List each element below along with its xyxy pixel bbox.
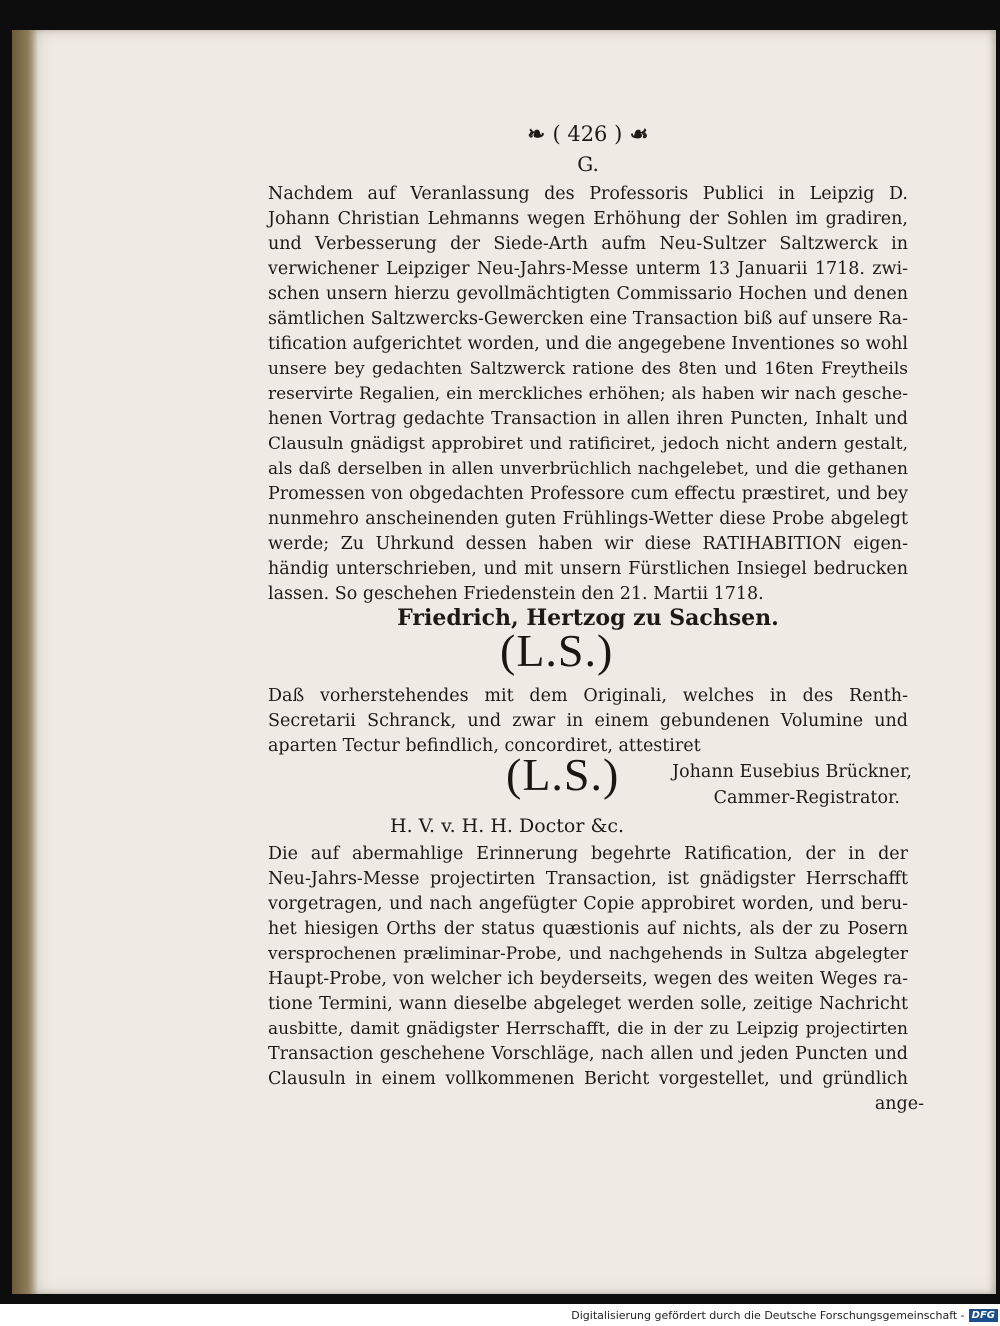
text-line: und Verbesserung der Siede-Arth aufm Neu-Sultzer Saltzwerck in <box>268 234 908 254</box>
dfg-logo: DFG <box>969 1309 998 1322</box>
text-line: henen Vortrag gedachte Transaction in allen ihren Puncten, Inhalt und <box>268 409 908 429</box>
left-ornament-icon: ❧ <box>527 121 553 146</box>
text-line: sämtlichen Saltzwercks-Gewercken eine Transaction biß auf unsere Ra- <box>268 309 908 329</box>
section-letter: G. <box>577 152 599 176</box>
text-line: Nachdem auf Veranlassung des Professoris Publici in Leipzig D. <box>268 184 908 204</box>
text-line: Clausuln gnädigst approbiret und ratificiret, jedoch nicht andern gestalt, <box>268 434 908 454</box>
text-line: het hiesigen Orths der status quæstionis auf nichts, als der zu Posern <box>268 919 908 939</box>
ducal-signature: Friedrich, Hertzog zu Sachsen. <box>397 605 779 631</box>
seal-mark: (L.S.) <box>506 749 620 800</box>
text-line: Die auf abermahlige Erinnerung begehrte Ratification, der in der <box>268 844 908 864</box>
text-line: Haupt-Probe, von welcher ich beyderseits, wegen des weiten Weges ra- <box>268 969 908 989</box>
text-line: reservirte Regalien, ein merckliches erhöhen; als haben wir nach gesche- <box>268 384 908 404</box>
page-header <box>268 122 908 146</box>
text-line: versprochenen præliminar-Probe, und nachgehends in Sultza abgelegter <box>268 944 908 964</box>
text-line: vorgetragen, und nach angefügter Copie approbiret worden, und beru- <box>268 894 908 914</box>
text-line: aparten Tectur befindlich, concordiret, attestiret <box>268 736 701 756</box>
text-line: als daß derselben in allen unverbrüchlich nachgelebet, und die gethanen <box>268 459 908 479</box>
text-line: tione Termini, wann dieselbe abgeleget werden solle, zeitige Nachricht <box>268 994 908 1014</box>
right-ornament-icon: ☙ <box>622 121 649 146</box>
text-line: schen unsern hierzu gevollmächtigten Commissario Hochen und denen <box>268 284 908 304</box>
text-line: händig unterschrieben, und mit unsern Fürstlichen Insiegel bedrucken <box>268 559 908 579</box>
text-line: Secretarii Schranck, und zwar in einem gebundenen Volumine und <box>268 711 908 731</box>
text-line: Transaction geschehene Vorschläge, nach allen und jeden Puncten und <box>268 1044 908 1064</box>
text-line: ausbitte, damit gnädigster Herrschafft, die in der zu Leipzig projectirten <box>268 1019 908 1039</box>
text-line: Promessen von obgedachten Professore cum effectu præstiret, und bey <box>268 484 908 504</box>
text-line: Neu-Jahrs-Messe projectirten Transaction, ist gnädigster Herrschafft <box>268 869 908 889</box>
text-line: Clausuln in einem vollkommenen Bericht vorgestellet, und gründlich <box>268 1069 908 1089</box>
catchword: ange- <box>874 1094 924 1114</box>
notary-name: Johann Eusebius Brückner, <box>672 762 912 782</box>
text-line: verwichener Leipziger Neu-Jahrs-Messe unterm 13 Januarii 1718. zwi- <box>268 259 908 279</box>
page-gutter <box>12 30 38 1294</box>
text-line: unsere bey gedachten Saltzwerck ratione des 8ten und 16ten Freytheils <box>268 359 908 379</box>
footer-text: Digitalisierung gefördert durch die Deutsche Forschungsgemeinschaft - <box>571 1309 965 1322</box>
text-line: Daß vorherstehendes mit dem Originali, welches in des Renth- <box>268 686 908 706</box>
text-line: werde; Zu Uhrkund dessen haben wir diese RATIHABITION eigen- <box>268 534 908 554</box>
letter-salutation: H. V. v. H. H. Doctor &c. <box>390 815 625 837</box>
page-number: ( 426 ) <box>552 122 623 146</box>
notary-title: Cammer-Registrator. <box>713 788 900 808</box>
text-line: tification aufgerichtet worden, und die angegebene Inventiones so wohl <box>268 334 908 354</box>
text-line: Johann Christian Lehmanns wegen Erhöhung der Sohlen im gradiren, <box>268 209 908 229</box>
seal-mark: (L.S.) <box>500 625 614 676</box>
funding-footer <box>571 1309 998 1322</box>
text-line: lassen. So geschehen Friedenstein den 21. Martii 1718. <box>268 584 764 604</box>
text-line: nunmehro anscheinenden guten Frühlings-Wetter diese Probe abgelegt <box>268 509 908 529</box>
